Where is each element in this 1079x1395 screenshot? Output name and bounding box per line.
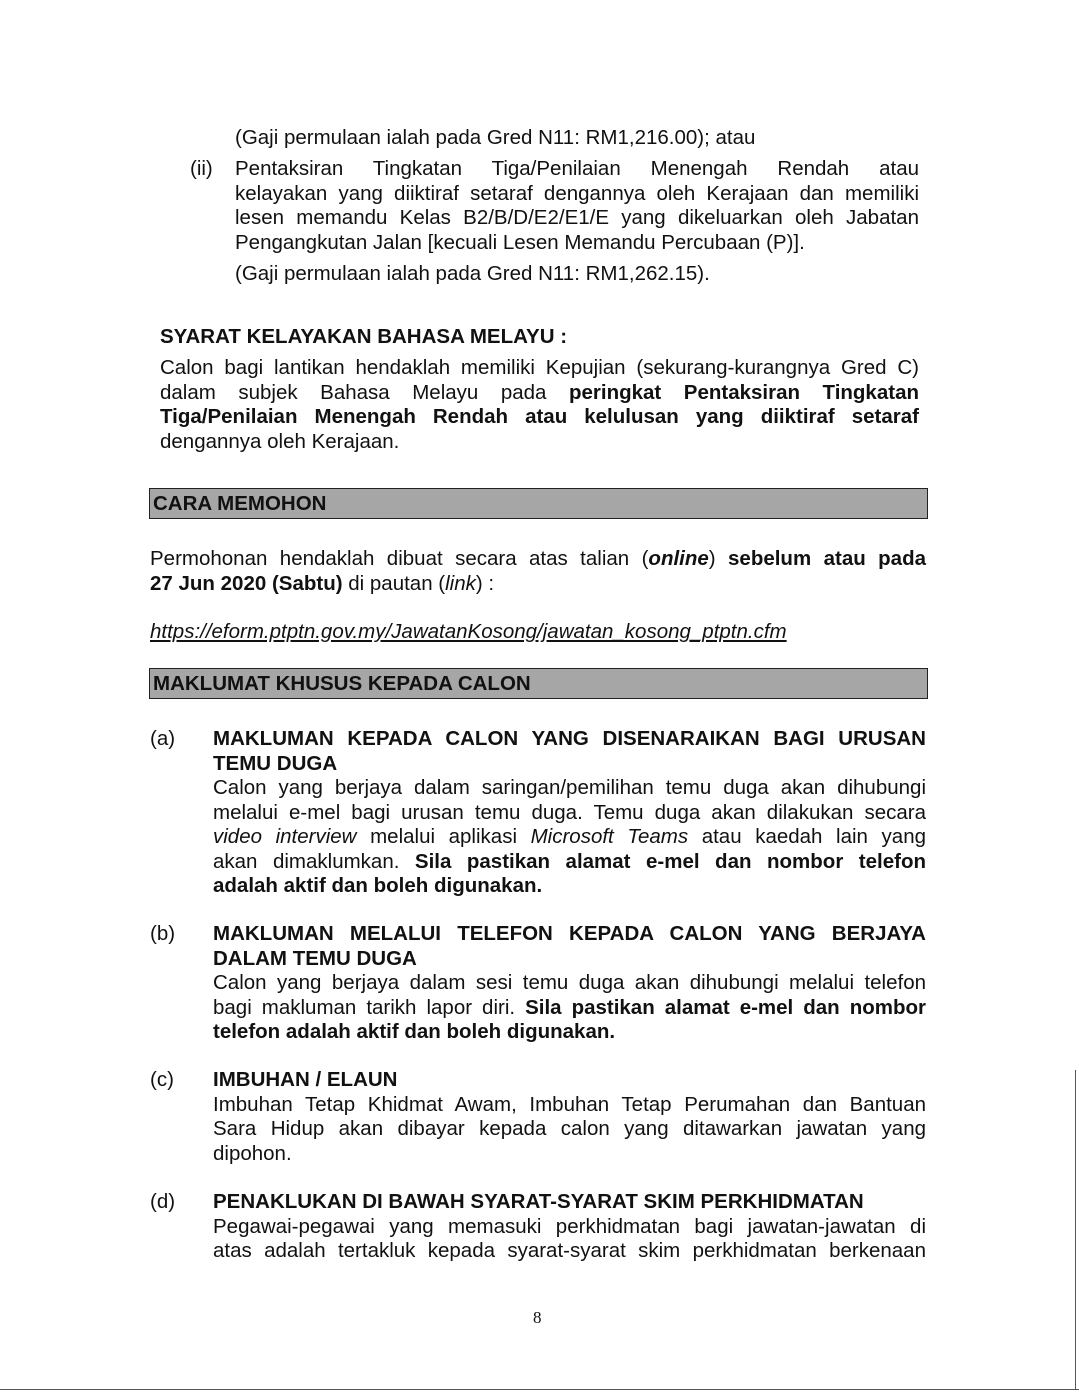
bahasa-paragraph (160, 356, 919, 454)
item-b-line-1: Calon yang berjaya dalam sesi temu duga akan dihubungi melalui telefon (213, 971, 926, 994)
item-c-line-2: Sara Hidup akan dibayar kepada calon yang ditawarkan jawatan yang (213, 1117, 926, 1140)
item-a-title-2: TEMU DUGA (213, 751, 338, 775)
maklumat-header (149, 668, 928, 699)
item-b-line-3: telefon adalah aktif dan boleh digunakan. (213, 1020, 616, 1043)
item-ii-line-4: Pengangkutan Jalan [kecuali Lesen Memandu Percubaan (P)]. (235, 230, 805, 254)
gaji-a: (Gaji permulaan ialah pada Gred N11: RM1,216.00); atau (235, 126, 756, 149)
bahasa-line-3: Tiga/Penilaian Menengah Rendah atau kelulusan yang diiktiraf setaraf (160, 405, 919, 428)
cara-memohon-title: CARA MEMOHON (153, 492, 327, 515)
bahasa-line-4: dengannya oleh Kerajaan. (160, 429, 400, 453)
item-b-line-2: bagi makluman tarikh lapor diri. Sila pastikan alamat e-mel dan nombor (213, 995, 926, 1019)
item-a-line-4: akan dimaklumkan. Sila pastikan alamat e-mel dan nombor telefon (213, 849, 926, 873)
item-a-line-2: melalui e-mel bagi urusan temu duga. Temu duga akan dilakukan secara (213, 800, 926, 824)
item-ii-label: (ii) (190, 157, 213, 180)
application-link[interactable]: https://eform.ptptn.gov.my/JawatanKosong/jawatan_kosong_ptptn.cfm (150, 620, 787, 643)
item-b-title-2: DALAM TEMU DUGA (213, 946, 417, 970)
cara-paragraph (150, 547, 926, 596)
item-a-line-3: video interview melalui aplikasi Microsoft Teams atau kaedah lain yang (213, 825, 926, 848)
item-ii-line-3: lesen memandu Kelas B2/B/D/E2/E1/E yang dikeluarkan oleh Jabatan (235, 206, 919, 229)
item-c-title: IMBUHAN / ELAUN (213, 1068, 398, 1091)
gaji-b: (Gaji permulaan ialah pada Gred N11: RM1,262.15). (235, 262, 710, 285)
item-c-label: (c) (150, 1068, 174, 1091)
item-a-label: (a) (150, 727, 176, 750)
item-a-title-1: MAKLUMAN KEPADA CALON YANG DISENARAIKAN BAGI URUSAN (213, 727, 926, 750)
bahasa-line-2: dalam subjek Bahasa Melayu pada peringkat Pentaksiran Tingkatan (160, 380, 919, 404)
item-a-line-5: adalah aktif dan boleh digunakan. (213, 874, 543, 897)
item-d-label: (d) (150, 1190, 176, 1213)
item-d-line-1: Pegawai-pegawai yang memasuki perkhidmatan bagi jawatan-jawatan di (213, 1214, 926, 1238)
page-number: 8 (533, 1308, 542, 1327)
scan-edge-bottom (0, 1389, 1079, 1390)
item-c-line-3: dipohon. (213, 1141, 292, 1165)
item-ii-text (235, 157, 919, 255)
bahasa-heading: SYARAT KELAYAKAN BAHASA MELAYU : (160, 325, 568, 348)
item-a-content (213, 727, 926, 899)
item-b-content (213, 922, 926, 1045)
maklumat-title: MAKLUMAT KHUSUS KEPADA CALON (153, 672, 531, 695)
item-d-content (213, 1190, 926, 1264)
item-b-label: (b) (150, 922, 176, 945)
item-ii-line-1: Pentaksiran Tingkatan Tiga/Penilaian Menengah Rendah atau (235, 157, 919, 180)
item-c-content (213, 1068, 926, 1166)
item-d-title: PENAKLUKAN DI BAWAH SYARAT-SYARAT SKIM PERKHIDMATAN (213, 1190, 864, 1213)
item-a-line-1: Calon yang berjaya dalam saringan/pemilihan temu duga akan dihubungi (213, 776, 926, 799)
cara-line-2: 27 Jun 2020 (Sabtu) di pautan (link) : (150, 571, 495, 595)
item-ii-line-2: kelayakan yang diiktiraf setaraf dengannya oleh Kerajaan dan memiliki (235, 181, 919, 205)
cara-line-1: Permohonan hendaklah dibuat secara atas talian (online) sebelum atau pada (150, 547, 926, 570)
cara-memohon-header (149, 488, 928, 519)
item-d-line-2: atas adalah tertakluk kepada syarat-syarat skim perkhidmatan berkenaan (213, 1239, 926, 1262)
item-b-title-1: MAKLUMAN MELALUI TELEFON KEPADA CALON YANG BERJAYA (213, 922, 926, 945)
item-c-line-1: Imbuhan Tetap Khidmat Awam, Imbuhan Tetap Perumahan dan Bantuan (213, 1092, 926, 1116)
scan-edge-right (1075, 1070, 1076, 1390)
bahasa-line-1: Calon bagi lantikan hendaklah memiliki Kepujian (sekurang-kurangnya Gred C) (160, 356, 919, 379)
